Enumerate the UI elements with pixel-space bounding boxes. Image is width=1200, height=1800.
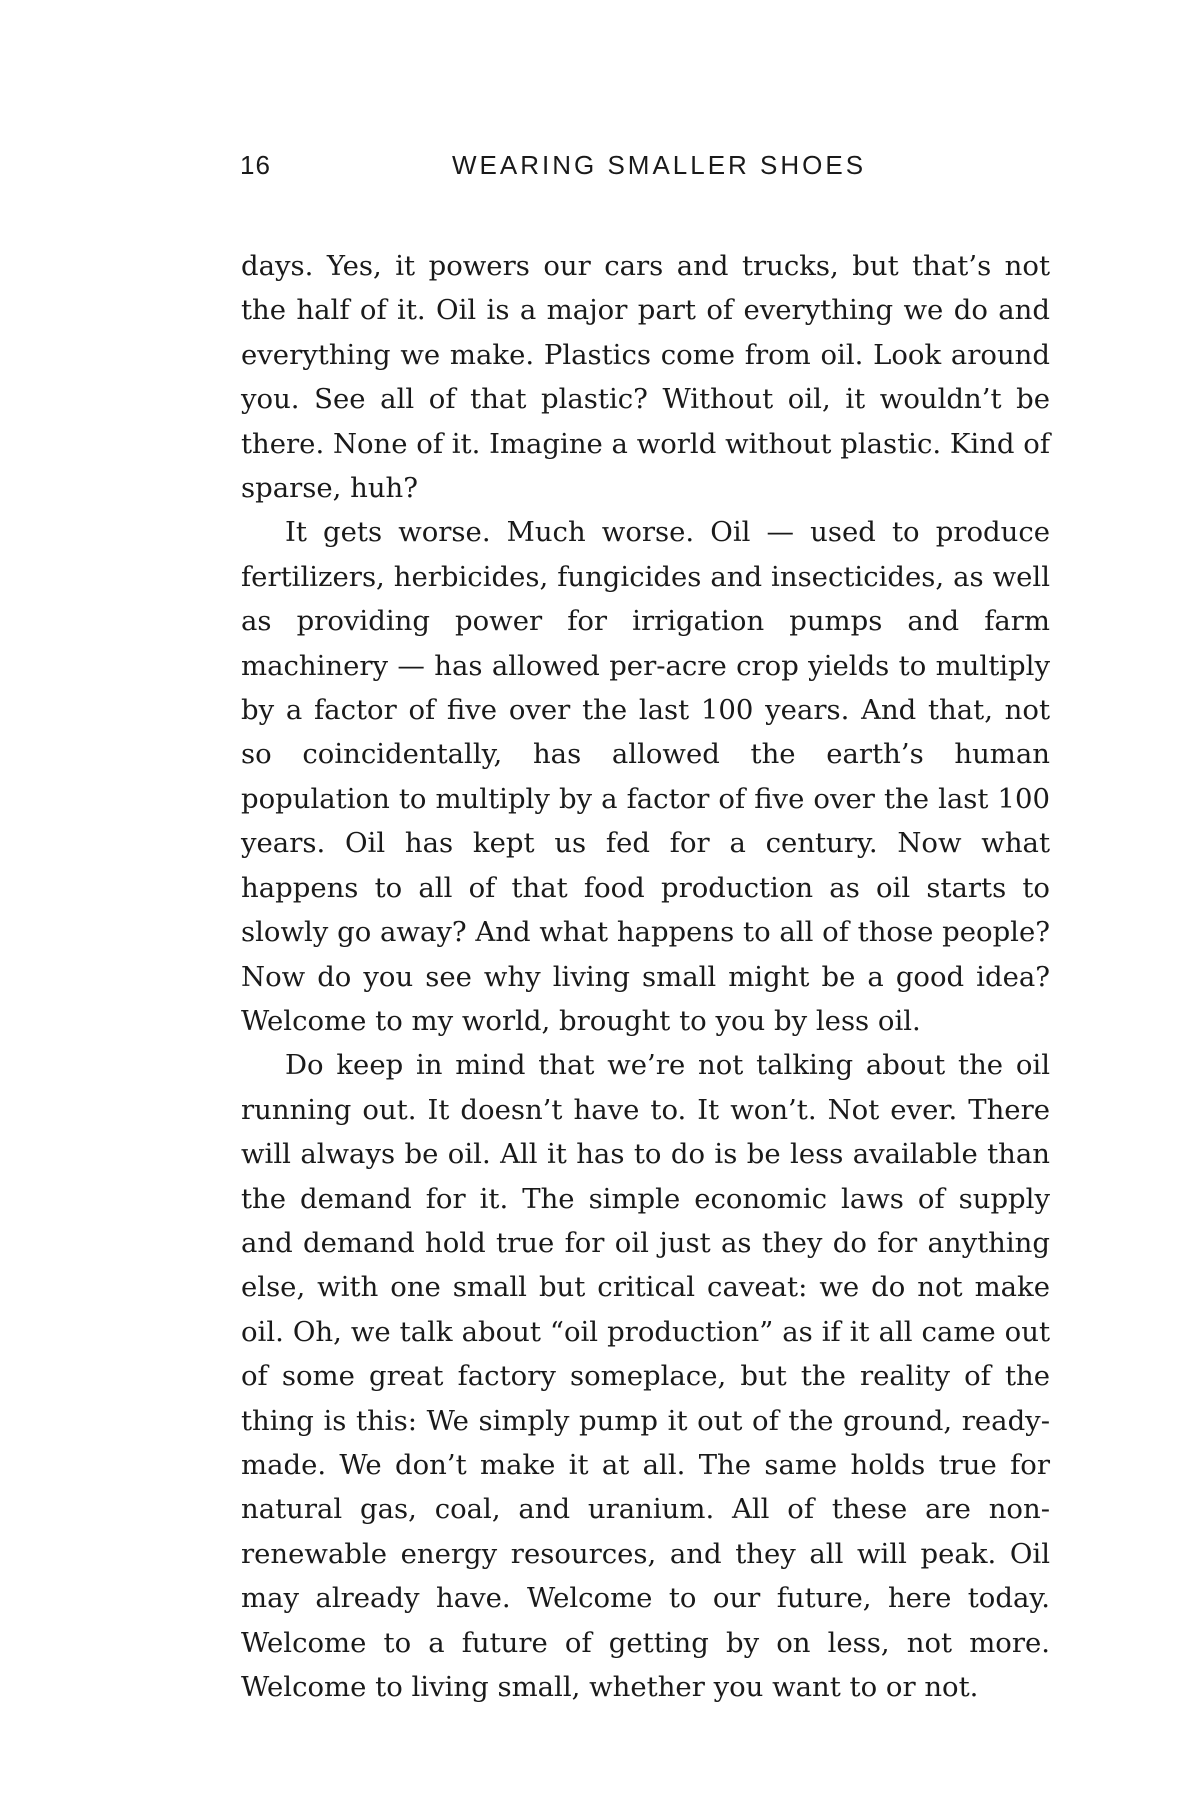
paragraph-continued: days. Yes, it powers our cars and trucks, but that’s not the half of it. Oil is a major part of everything we do and everything we make. Plastics come from oil. Look around you. See all of that plastic? Without oil, it wouldn’t be there. None of it. Imagine a world without plastic. Kind of sparse, huh?	[241, 250, 1050, 505]
running-title: WEARING SMALLER SHOES	[452, 150, 867, 180]
paragraph: Do keep in mind that we’re not talking about the oil running out. It doesn’t have to. It won’t. Not ever. There will always be oil. All it has to do is be less available than the demand for it. The simple economic laws of supply and demand hold true for oil just as they do for anything else, with one small but critical caveat: we do not make oil. Oh, we talk about “oil production” as if it all came out of some great factory someplace, but the reality of the thing is this: We simply pump it out of the ground, ready-made. We don’t make it at all. The same holds true for natural gas, coal, and uranium. All of these are non-renewable energy resources, and they all will peak. Oil may already have. Welcome to our future, here today. Welcome to a future of getting by on less, not more. Welcome to living small, whether you want to or not.	[241, 1049, 1050, 1703]
page-number: 16	[240, 150, 271, 180]
body-text	[241, 244, 1050, 1709]
paragraph: It gets worse. Much worse. Oil — used to produce fertilizers, herbicides, fungicides and insecticides, as well as providing power for irrigation pumps and farm machinery — has allowed per-acre crop yields to multiply by a factor of five over the last 100 years. And that, not so coincidentally, has allowed the earth’s human population to multiply by a factor of five over the last 100 years. Oil has kept us fed for a century. Now what happens to all of that food production as oil starts to slowly go away? And what happens to all of those people? Now do you see why living small might be a good idea? Welcome to my world, brought to you by less oil.	[241, 516, 1050, 1037]
running-header	[240, 150, 1050, 190]
